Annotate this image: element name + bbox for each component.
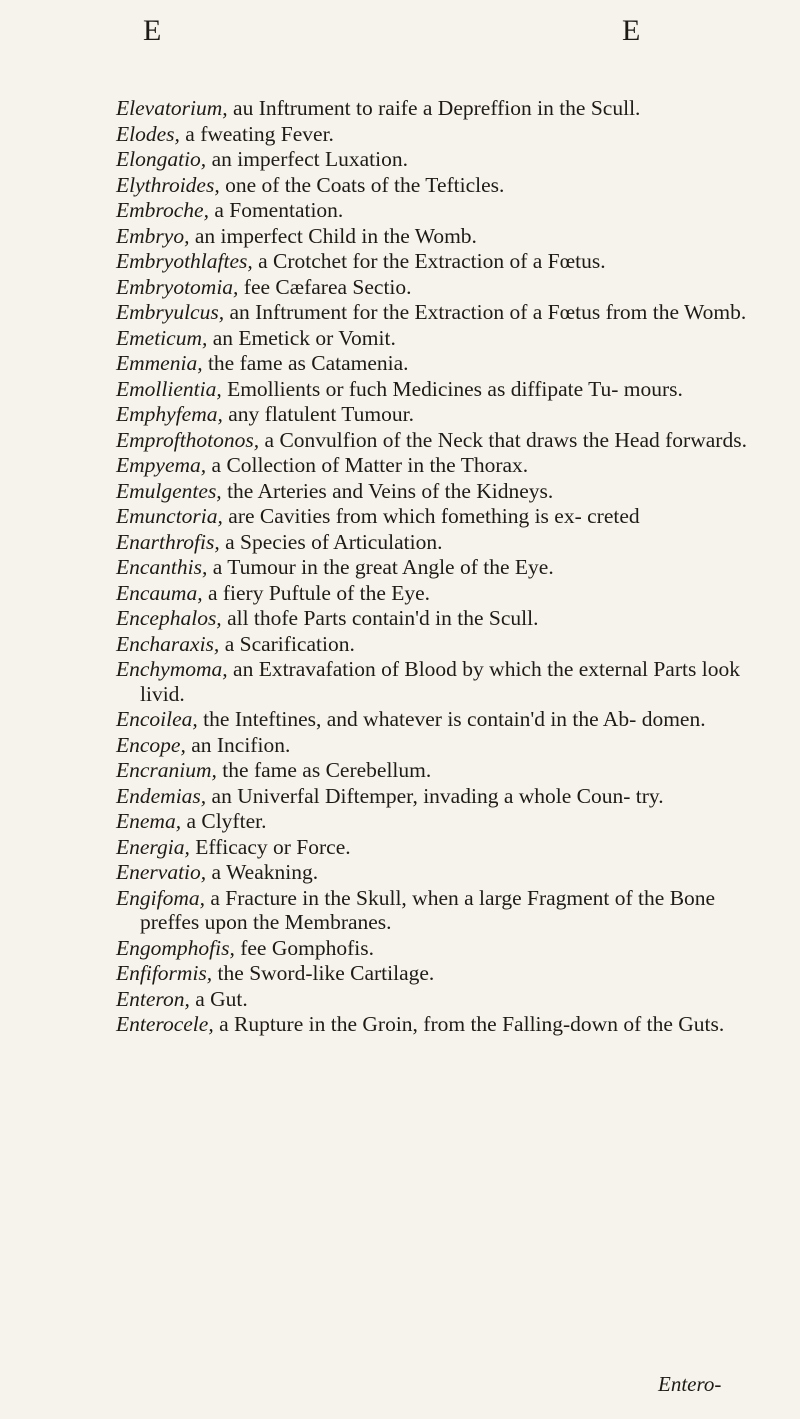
entry-definition: a Tumour in the great Angle of the Eye. <box>207 555 554 579</box>
entry-definition: an Extravafation of Blood by which the external Parts look livid. <box>140 657 740 706</box>
entry-definition: a Weakning. <box>206 860 319 884</box>
entry-term: Enchymoma, <box>116 657 228 681</box>
entry-term: Emeticum, <box>116 325 208 350</box>
dictionary-entry <box>116 479 752 504</box>
dictionary-entry <box>116 530 752 555</box>
dictionary-entry <box>116 224 752 249</box>
entry-term: Enervatio, <box>116 860 207 884</box>
entry-term: Embryotomia, <box>116 274 239 299</box>
dictionary-entry <box>116 173 752 198</box>
dictionary-entry <box>116 860 752 885</box>
dictionary-entry <box>116 581 752 606</box>
entry-term: Encauma, <box>116 580 203 605</box>
dictionary-entry <box>116 122 752 147</box>
entry-term: Emprofthotonos, <box>116 427 260 452</box>
dictionary-entry <box>116 1012 752 1037</box>
entry-definition: any flatulent Tumour. <box>222 402 414 426</box>
entry-term: Engomphofis, <box>116 935 235 960</box>
dictionary-entry <box>116 351 752 376</box>
entry-definition: a Crotchet for the Extraction of a Fœtus. <box>252 249 606 273</box>
entry-definition: the fame as Cerebellum. <box>216 758 432 782</box>
entry-definition: an imperfect Luxation. <box>206 147 408 171</box>
entry-definition: a Fomentation. <box>208 198 344 222</box>
entry-definition: a Convulfion of the Neck that draws the Head forwards. <box>259 427 747 452</box>
entry-definition: the Sword-like Cartilage. <box>212 961 435 985</box>
entry-definition: Emollients or fuch Medicines as diffipate Tu- mours. <box>221 376 683 401</box>
dictionary-entry <box>116 606 752 631</box>
entry-definition: a Species of Articulation. <box>219 529 443 554</box>
entry-definition: a Rupture in the Groin, from the Falling-down of the Guts. <box>213 1012 725 1036</box>
header-letter-left: E <box>143 14 163 47</box>
entry-definition: the Arteries and Veins of the Kidneys. <box>221 478 554 503</box>
entry-definition: fee Cæfarea Sectio. <box>238 274 412 299</box>
entry-term: Encoilea, <box>116 707 198 731</box>
entry-definition: a Gut. <box>189 986 248 1011</box>
dictionary-entry <box>116 632 752 657</box>
entry-term: Embryothlaftes, <box>116 249 253 273</box>
entry-term: Enarthrofis, <box>116 529 220 554</box>
entry-term: Empyema, <box>116 453 207 477</box>
entry-term: Encanthis, <box>116 555 208 579</box>
entry-definition: an Emetick or Vomit. <box>207 325 396 350</box>
entry-definition: a Scarification. <box>219 631 355 656</box>
entry-term: Embroche, <box>116 198 209 222</box>
entry-term: Emollientia, <box>116 376 222 401</box>
dictionary-entry <box>116 886 752 935</box>
entry-term: Emphyfema, <box>116 402 223 426</box>
entry-definition: a Collection of Matter in the Thorax. <box>206 453 529 477</box>
dictionary-entry <box>116 147 752 172</box>
entry-definition: a fiery Puftule of the Eye. <box>202 580 431 605</box>
entry-term: Emunctoria, <box>116 504 223 528</box>
dictionary-entry <box>116 809 752 834</box>
dictionary-entry <box>116 733 752 758</box>
entry-term: Engifoma, <box>116 885 205 910</box>
dictionary-entry <box>116 936 752 961</box>
entry-term: Emulgentes, <box>116 478 222 503</box>
dictionary-entry <box>116 96 752 121</box>
entry-definition: an Univerfal Diftemper, invading a whole Coun- try. <box>206 783 664 808</box>
dictionary-entry <box>116 504 752 529</box>
entry-definition: one of the Coats of the Tefticles. <box>219 172 505 197</box>
dictionary-entry <box>116 987 752 1012</box>
entry-term: Encharaxis, <box>116 631 220 656</box>
dictionary-entry <box>116 326 752 351</box>
entry-term: Endemias, <box>116 783 207 808</box>
dictionary-entry <box>116 428 752 453</box>
entry-definition: the fame as Catamenia. <box>202 351 409 375</box>
dictionary-entry <box>116 657 752 706</box>
entry-term: Encranium, <box>116 758 217 782</box>
dictionary-entry <box>116 198 752 223</box>
entry-term: Elongatio, <box>116 147 207 171</box>
entry-definition: an imperfect Child in the Womb. <box>189 223 477 248</box>
entry-definition: au Inftrument to raife a Depreffion in the Scull. <box>227 96 641 120</box>
entry-definition: an Inftrument for the Extraction of a Fœtus from the Womb. <box>224 300 747 324</box>
entry-definition: all thofe Parts contain'd in the Scull. <box>221 606 539 630</box>
entry-term: Elevatorium, <box>116 96 228 120</box>
running-header <box>0 14 800 84</box>
entry-definition: a Fracture in the Skull, when a large Fragment of the Bone preffes upon the Membranes. <box>140 885 716 934</box>
entry-list <box>116 96 752 1038</box>
dictionary-entry <box>116 784 752 809</box>
entry-term: Emmenia, <box>116 351 203 375</box>
entry-term: Elodes, <box>116 121 180 146</box>
entry-definition: fee Gomphofis. <box>234 935 374 960</box>
dictionary-entry <box>116 300 752 325</box>
catchword: Entero- <box>658 1372 722 1396</box>
dictionary-entry <box>116 707 752 732</box>
entry-definition: Efficacy or Force. <box>189 834 351 859</box>
dictionary-entry <box>116 453 752 478</box>
header-letter-right: E <box>622 14 642 47</box>
entry-term: Elythroides, <box>116 172 220 197</box>
dictionary-entry <box>116 835 752 860</box>
dictionary-entry <box>116 555 752 580</box>
dictionary-entry <box>116 961 752 986</box>
dictionary-entry <box>116 249 752 274</box>
entry-definition: an Incifion. <box>185 732 291 757</box>
dictionary-entry <box>116 275 752 300</box>
entry-definition: the Inteftines, and whatever is contain'd in the Ab- domen. <box>197 707 706 731</box>
entry-term: Enterocele, <box>116 1012 214 1036</box>
entry-term: Embryulcus, <box>116 300 225 324</box>
entry-definition: a fweating Fever. <box>179 121 334 146</box>
entry-term: Enteron, <box>116 986 190 1011</box>
entry-term: Energia, <box>116 834 190 859</box>
entry-term: Encephalos, <box>116 606 222 630</box>
entry-definition: a Clyfter. <box>181 809 267 833</box>
entry-term: Enfiformis, <box>116 961 213 985</box>
dictionary-entry <box>116 377 752 402</box>
dictionary-entry <box>116 758 752 783</box>
dictionary-entry <box>116 402 752 427</box>
entry-definition: are Cavities from which fomething is ex- creted <box>222 504 640 528</box>
entry-term: Embryo, <box>116 223 190 248</box>
entry-term: Enema, <box>116 809 182 833</box>
entry-term: Encope, <box>116 732 186 757</box>
